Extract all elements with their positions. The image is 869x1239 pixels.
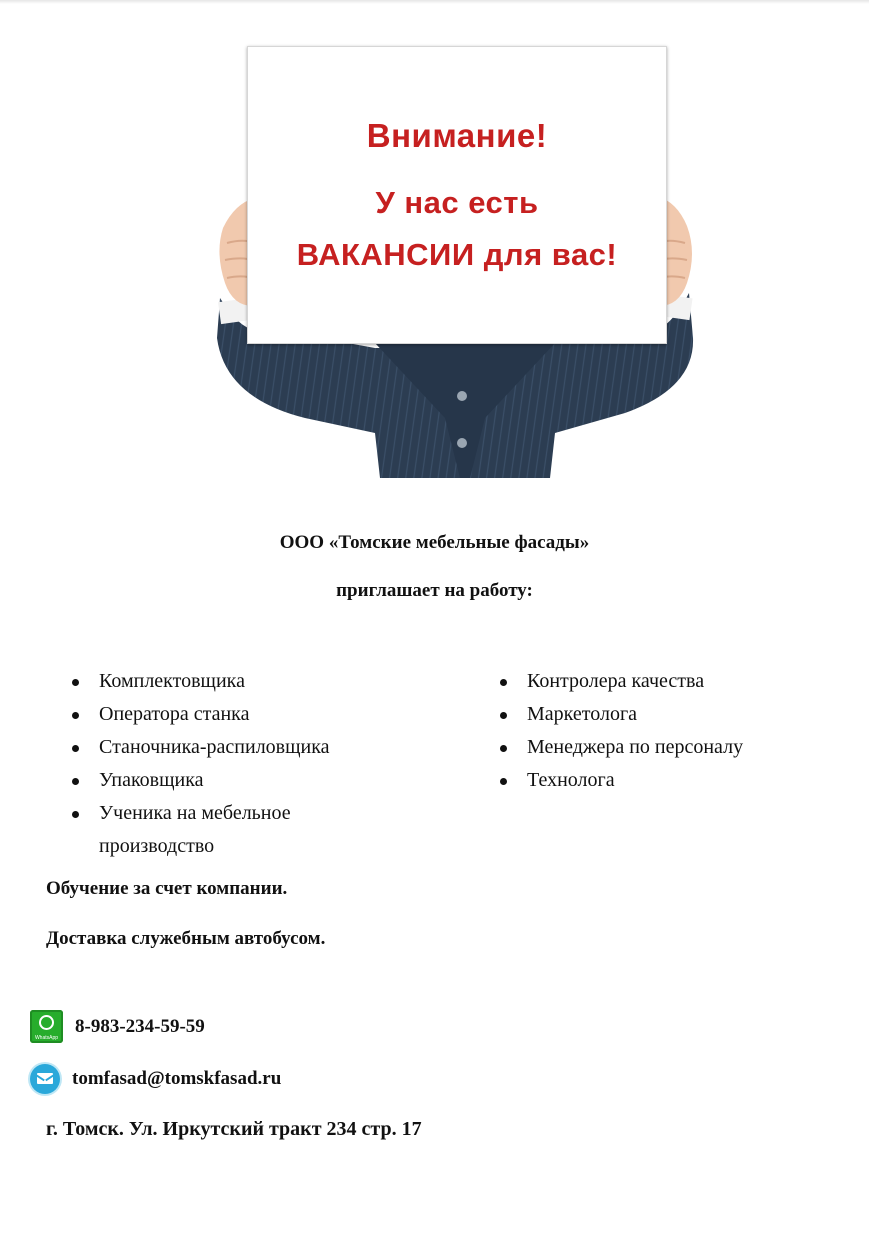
list-item: Менеджера по персоналу: [498, 731, 828, 764]
jacket-button: [457, 391, 467, 401]
hero-illustration: [205, 38, 705, 478]
bullet-icon: [72, 679, 79, 686]
email-address[interactable]: tomfasad@tomskfasad.ru: [72, 1068, 282, 1089]
bullet-icon: [500, 778, 507, 785]
list-item: Ученика на мебельное производство: [70, 797, 339, 863]
list-item: Комплектовщика: [70, 665, 400, 698]
phone-number[interactable]: 8-983-234-59-59: [75, 1015, 205, 1037]
sign-headline: Внимание!: [366, 117, 548, 154]
sign-vacancies: ВАКАНСИИ для вас!: [296, 237, 618, 272]
email-contact[interactable]: [30, 1064, 281, 1094]
invite-text: приглашает на работу:: [336, 580, 533, 601]
bullet-icon: [72, 778, 79, 785]
bullet-icon: [72, 745, 79, 752]
bullet-icon: [72, 712, 79, 719]
address: г. Томск. Ул. Иркутский тракт 234 стр. 17: [46, 1118, 422, 1140]
jacket-button: [457, 438, 467, 448]
bullet-icon: [72, 811, 79, 818]
benefit-transport: Доставка служебным автобусом.: [46, 928, 326, 949]
list-item: Маркетолога: [498, 698, 828, 731]
list-item: Технолога: [498, 764, 828, 797]
bullet-icon: [500, 679, 507, 686]
positions-list-right: [498, 665, 828, 797]
benefit-training: Обучение за счет компании.: [46, 878, 288, 899]
bullet-icon: [500, 712, 507, 719]
list-item: Станочника-распиловщика: [70, 731, 400, 764]
whatsapp-icon: WhatsApp: [30, 1010, 63, 1043]
list-item: Оператора станка: [70, 698, 400, 731]
positions-list-left: [70, 665, 400, 863]
vacancy-sign: [247, 46, 667, 344]
bullet-icon: [500, 745, 507, 752]
phone-contact[interactable]: [30, 1010, 205, 1043]
mail-icon: [30, 1064, 60, 1094]
list-item: Контролера качества: [498, 665, 828, 698]
company-name: ООО «Томские мебельные фасады»: [279, 532, 590, 553]
sign-subline: У нас есть: [375, 185, 539, 220]
top-border: [0, 0, 869, 4]
list-item: Упаковщика: [70, 764, 400, 797]
